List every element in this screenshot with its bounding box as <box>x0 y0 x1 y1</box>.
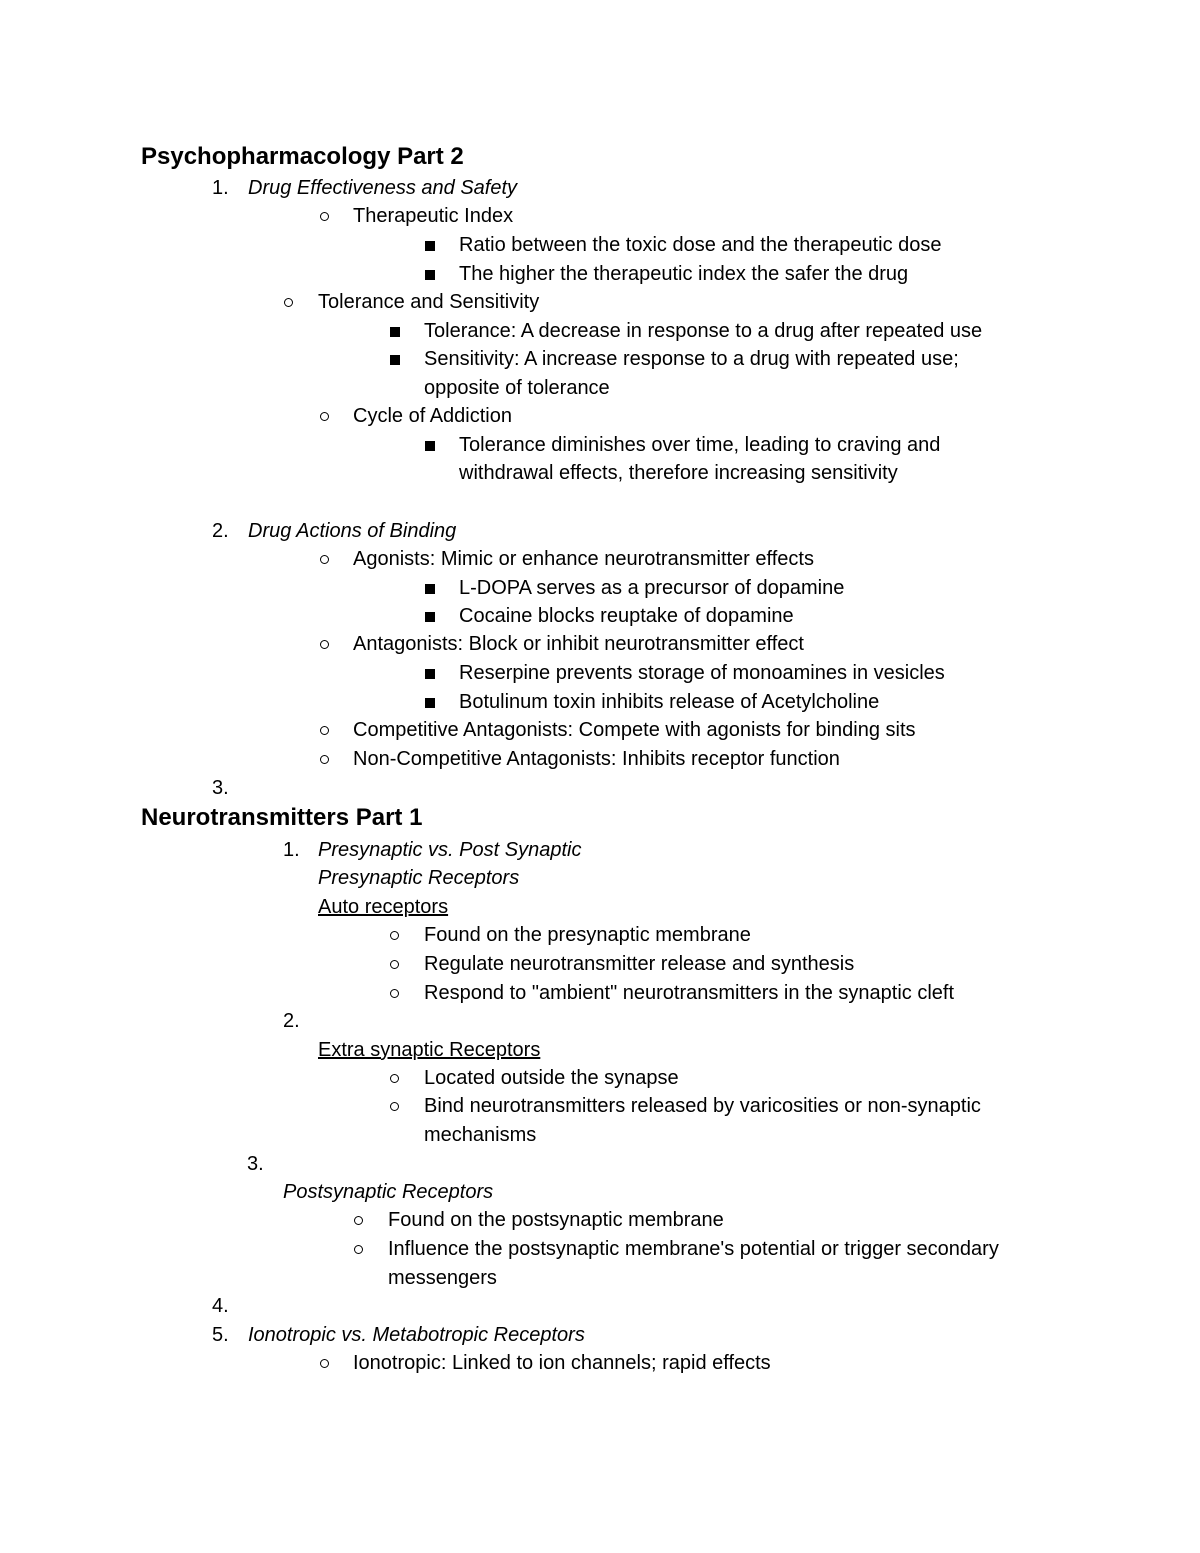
square-bullet-icon <box>425 669 435 679</box>
list-item: Tolerance: A decrease in response to a drug after repeated use <box>424 320 983 342</box>
hollow-bullet-icon <box>320 640 329 649</box>
list-number: 2. <box>212 520 229 542</box>
hollow-bullet-icon <box>320 412 329 421</box>
hollow-bullet-icon <box>390 960 399 969</box>
list-number: 3. <box>247 1153 264 1175</box>
list-item: Tolerance diminishes over time, leading to craving and <box>459 434 941 456</box>
list-item-continued: opposite of tolerance <box>424 377 610 399</box>
list-number: 1. <box>283 839 300 861</box>
hollow-bullet-icon <box>390 1102 399 1111</box>
list-number: 4. <box>212 1295 229 1317</box>
square-bullet-icon <box>425 441 435 451</box>
hollow-bullet-icon <box>320 726 329 735</box>
hollow-bullet-icon <box>390 989 399 998</box>
list-item-title: Drug Actions of Binding <box>248 520 457 542</box>
list-item: Cocaine blocks reuptake of dopamine <box>459 605 794 627</box>
hollow-bullet-icon <box>390 1074 399 1083</box>
list-item-continued: mechanisms <box>424 1124 537 1146</box>
list-item: Respond to "ambient" neurotransmitters in the synaptic cleft <box>424 982 955 1004</box>
list-item: Located outside the synapse <box>424 1067 679 1089</box>
hollow-bullet-icon <box>320 212 329 221</box>
list-number: 3. <box>212 777 229 799</box>
hollow-bullet-icon <box>320 755 329 764</box>
list-item: Regulate neurotransmitter release and synthesis <box>424 953 855 975</box>
list-number: 5. <box>212 1324 229 1346</box>
list-item: Sensitivity: A increase response to a drug with repeated use; <box>424 348 959 370</box>
square-bullet-icon <box>425 270 435 280</box>
list-item: Botulinum toxin inhibits release of Acetylcholine <box>459 691 880 713</box>
list-item: Ratio between the toxic dose and the therapeutic dose <box>459 234 942 256</box>
list-item: Found on the presynaptic membrane <box>424 924 751 946</box>
list-item-title: Ionotropic vs. Metabotropic Receptors <box>248 1324 585 1346</box>
subheading: Postsynaptic Receptors <box>283 1181 494 1203</box>
list-item: Agonists: Mimic or enhance neurotransmitter effects <box>353 548 814 570</box>
square-bullet-icon <box>390 355 400 365</box>
hollow-bullet-icon <box>320 555 329 564</box>
square-bullet-icon <box>425 612 435 622</box>
hollow-bullet-icon <box>320 1359 329 1368</box>
list-item-continued: withdrawal effects, therefore increasing sensitivity <box>459 462 898 484</box>
square-bullet-icon <box>425 584 435 594</box>
list-item-title: Drug Effectiveness and Safety <box>248 177 518 199</box>
subheading: Presynaptic Receptors <box>318 867 520 889</box>
subheading-underlined: Extra synaptic Receptors <box>318 1039 541 1061</box>
square-bullet-icon <box>425 241 435 251</box>
list-item: Ionotropic: Linked to ion channels; rapid effects <box>353 1352 771 1374</box>
list-item: Competitive Antagonists: Compete with agonists for binding sits <box>353 719 916 741</box>
list-item: L-DOPA serves as a precursor of dopamine <box>459 577 845 599</box>
hollow-bullet-icon <box>354 1245 363 1254</box>
list-item: Influence the postsynaptic membrane's potential or trigger secondary <box>388 1238 999 1260</box>
hollow-bullet-icon <box>390 931 399 940</box>
list-item: Non-Competitive Antagonists: Inhibits receptor function <box>353 748 840 770</box>
section-heading-psychopharmacology: Psychopharmacology Part 2 <box>141 143 464 170</box>
list-number: 2. <box>283 1010 300 1032</box>
list-item-title: Presynaptic vs. Post Synaptic <box>318 839 582 861</box>
list-item: Therapeutic Index <box>353 205 514 227</box>
hollow-bullet-icon <box>354 1216 363 1225</box>
list-item-continued: messengers <box>388 1267 497 1289</box>
list-item: Antagonists: Block or inhibit neurotransmitter effect <box>353 633 804 655</box>
list-item: Cycle of Addiction <box>353 405 512 427</box>
section-heading-neurotransmitters: Neurotransmitters Part 1 <box>141 804 423 831</box>
square-bullet-icon <box>390 327 400 337</box>
square-bullet-icon <box>425 698 435 708</box>
subheading-underlined: Auto receptors <box>318 896 449 918</box>
list-number: 1. <box>212 177 229 199</box>
hollow-bullet-icon <box>284 298 293 307</box>
list-item: Found on the postsynaptic membrane <box>388 1209 724 1231</box>
list-item: The higher the therapeutic index the safer the drug <box>459 263 909 285</box>
list-item: Bind neurotransmitters released by varicosities or non-synaptic <box>424 1095 981 1117</box>
list-item: Reserpine prevents storage of monoamines in vesicles <box>459 662 945 684</box>
list-item: Tolerance and Sensitivity <box>318 291 540 313</box>
